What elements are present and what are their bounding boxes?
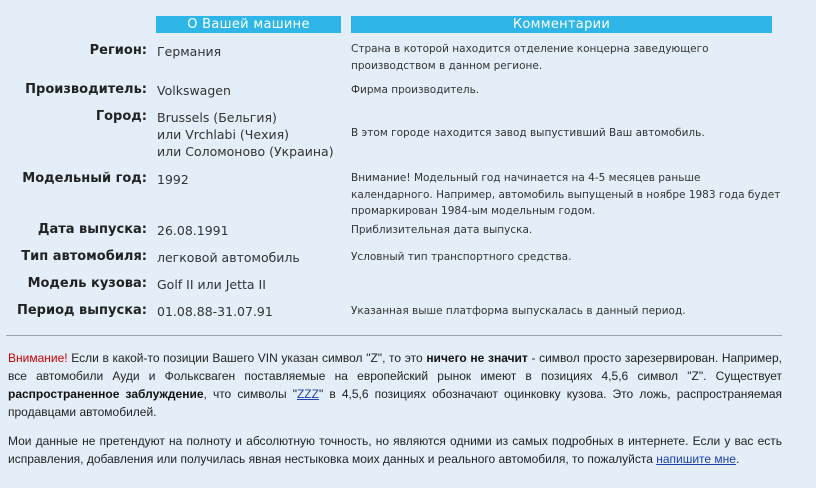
text-span: , что символы " — [203, 387, 297, 401]
row-label: Регион: — [89, 43, 147, 58]
text-span: - символ просто зарезервирован. Например, все автомобили Ауди и Фольксваген поставляемые на европейский рынок имеют в позициях 4,5,6 символ "Z". Существует — [8, 351, 782, 383]
value-line: 01.08.88-31.07.91 — [157, 304, 273, 319]
row-value — [157, 171, 347, 188]
value-line: Golf II или Jetta II — [157, 277, 266, 292]
row-label: Производитель: — [25, 82, 147, 97]
value-line: 26.08.1991 — [157, 223, 229, 238]
row-comment: Указанная выше платформа выпускалась в данный период. — [351, 305, 686, 317]
value-line: легковой автомобиль — [157, 250, 300, 265]
row-label: Дата выпуска: — [37, 222, 147, 237]
header-comments: Комментарии — [351, 16, 772, 33]
divider — [6, 335, 782, 336]
vin-warning-paragraph — [8, 349, 782, 421]
value-line: Volkswagen — [157, 83, 231, 98]
row-value — [157, 43, 347, 60]
header-car-info: О Вашей машине — [156, 16, 341, 33]
row-label: Тип автомобиля: — [21, 249, 147, 264]
row-label: Город: — [95, 109, 147, 124]
emphasis-text: распространенное заблуждение — [8, 387, 204, 401]
emphasis-text: ничего не значит — [426, 351, 528, 365]
row-label: Модель кузова: — [27, 276, 147, 291]
value-line: или Соломоново (Украина) — [157, 144, 334, 159]
value-line: или Vrchlabi (Чехия) — [157, 127, 289, 142]
zzz-code: ZZZ — [296, 387, 319, 401]
row-comment: Фирма производитель. — [351, 84, 480, 96]
row-value — [157, 276, 347, 293]
row-comment: В этом городе находится завод выпустивший Ваш автомобиль. — [351, 127, 705, 139]
text-span: Мои данные не претендуют на полноту и абсолютную точность, но являются одними из самых подробных в интернете. Если у вас есть исправления, добавления или получилась явная нестыковка моих данных и реального автомобиля, то пожалуйста — [8, 434, 782, 466]
row-comment: Приблизительная дата выпуска. — [351, 224, 533, 236]
value-line: Германия — [157, 44, 222, 59]
row-value — [157, 82, 347, 99]
text-span: . — [735, 452, 740, 466]
value-line: 1992 — [157, 172, 189, 187]
value-line: Brussels (Бельгия) — [157, 110, 277, 125]
row-comment: Условный тип транспортного средства. — [351, 251, 572, 263]
row-comment: Внимание! Модельный год начинается на 4-5 месяцев раньше календарного. Например, автомобиль выпущеный в ноябре 1983 года будет промаркирован 1984-ым модельным годом. — [351, 172, 781, 217]
row-label: Период выпуска: — [16, 303, 147, 318]
row-label: Модельный год: — [22, 171, 147, 186]
row-value — [157, 303, 347, 320]
row-value — [157, 249, 347, 266]
text-span: Если в какой-то позиции Вашего VIN указан символ "Z", то это — [67, 351, 427, 365]
row-value — [157, 109, 347, 160]
row-value — [157, 222, 347, 239]
text-span: " в 4,5,6 позициях обозначают оцинковку кузова. Это ложь, распространяемая продавцами автомобилей. — [8, 387, 782, 419]
row-comment: Страна в которой находится отделение концерна заведующего производством в данном регионе. — [351, 43, 709, 72]
contact-link[interactable]: напишите мне — [656, 452, 736, 466]
disclaimer-paragraph — [8, 432, 782, 468]
warning-label: Внимание! — [8, 351, 68, 365]
